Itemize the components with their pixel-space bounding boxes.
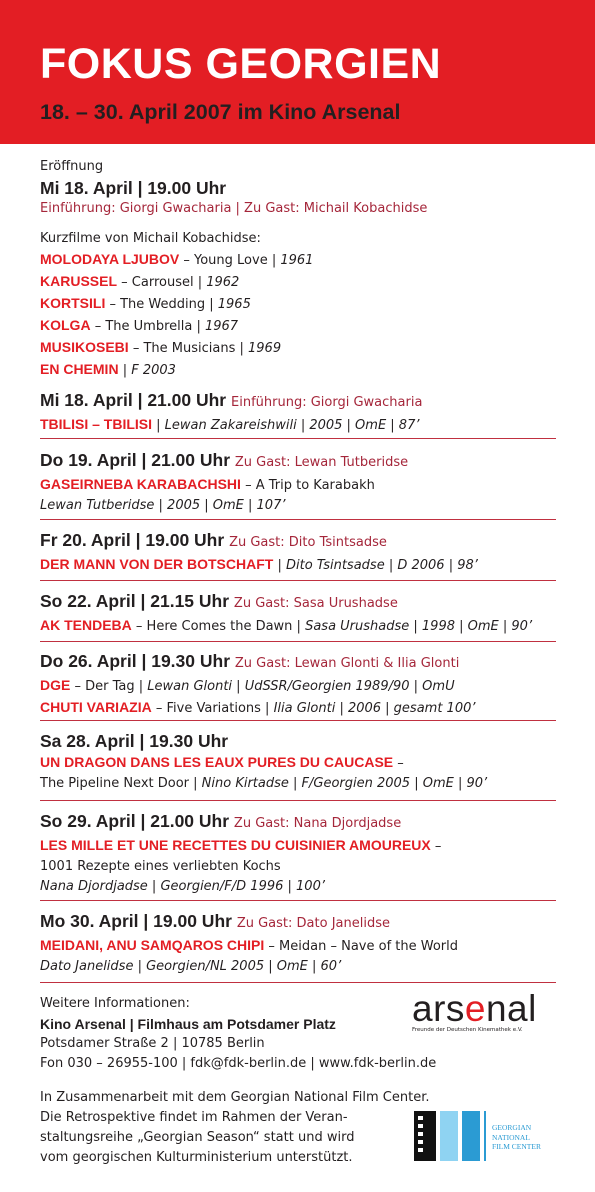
screening-guest: Zu Gast: Lewan Glonti & Ilia Glonti — [234, 656, 460, 671]
screening-datetime: Do 26. April | 19.30 Uhr — [40, 651, 231, 671]
film-info: – A Trip to Karabakh — [240, 478, 375, 493]
shorts-label: Kurzfilme von Michail Kobachidse: — [40, 231, 261, 246]
divider — [40, 641, 556, 642]
short-film-info: – Young Love | — [179, 253, 281, 268]
gnfc-line: GEORGIAN — [492, 1123, 532, 1132]
film-title: UN DRAGON DANS LES EAUX PURES DU CAUCASE — [40, 754, 394, 770]
film-title: DER MANN VON DER BOTSCHAFT — [40, 556, 274, 572]
film-title: CHUTI VARIAZIA — [40, 699, 152, 715]
film-title: GASEIRNEBA KARABACHSHI — [40, 476, 241, 492]
divider — [40, 800, 556, 801]
film-info: 1001 Rezepte eines verliebten Kochs — [40, 859, 281, 874]
short-film-title: KOLGA — [40, 317, 91, 333]
screening-block — [40, 529, 556, 576]
arsenal-logo — [412, 988, 558, 1034]
short-film-title: MOLODAYA LJUBOV — [40, 251, 180, 267]
short-film-item — [40, 249, 556, 271]
short-film-info: – The Wedding | — [105, 297, 218, 312]
footer-text — [40, 1088, 430, 1168]
film-credits: Nana Djordjadse | Georgien/F/D 1996 | 100’ — [40, 879, 325, 894]
short-film-title: MUSIKOSEBI — [40, 339, 129, 355]
footer-line: Die Retrospektive findet im Rahmen der Veran- — [40, 1110, 348, 1125]
film-credits: Dito Tsintsadse | D 2006 | 98’ — [286, 558, 478, 573]
short-film-item — [40, 293, 556, 315]
short-film-year: 1969 — [248, 341, 282, 356]
screening-block — [40, 590, 556, 637]
film-info: – — [393, 756, 404, 771]
venue-name: Kino Arsenal | Filmhaus am Potsdamer Platz — [40, 1016, 336, 1032]
film-title: TBILISI – TBILISI — [40, 416, 153, 432]
film-title: LES MILLE ET UNE RECETTES DU CUISINIER AMOUREUX — [40, 837, 431, 853]
film-info: The Pipeline Next Door | — [40, 776, 202, 791]
screening-datetime: Mi 18. April | 21.00 Uhr — [40, 390, 227, 410]
divider — [40, 519, 556, 520]
short-film-info: – The Umbrella | — [90, 319, 205, 334]
short-film-title: EN CHEMIN — [40, 361, 119, 377]
short-film-info: – The Musicians | — [128, 341, 248, 356]
opening-label: Eröffnung — [40, 159, 104, 174]
divider — [40, 580, 556, 581]
screening-guest: Zu Gast: Lewan Tutberidse — [234, 455, 409, 470]
screening-datetime: Sa 28. April | 19.30 Uhr — [40, 731, 229, 751]
screening-guest: Zu Gast: Dito Tsintsadse — [229, 535, 387, 550]
short-film-item — [40, 359, 556, 381]
gnfc-wordmark — [492, 1123, 541, 1152]
screening-block — [40, 389, 556, 436]
film-info: – Here Comes the Dawn | — [131, 619, 306, 634]
opening-datetime: Mi 18. April | 19.00 Uhr — [40, 178, 227, 198]
contact-line: Fon 030 – 26955-100 | fdk@fdk-berlin.de | www.fdk-berlin.de — [40, 1056, 437, 1071]
film-title: MEIDANI, ANU SAMQAROS CHIPI — [40, 937, 265, 953]
film-title: AK TENDEBA — [40, 617, 132, 633]
screening-datetime: So 22. April | 21.15 Uhr — [40, 591, 230, 611]
screening-block — [40, 730, 556, 794]
opening-block — [40, 157, 556, 381]
gnfc-logo — [412, 1108, 562, 1164]
short-film-year: 1962 — [206, 275, 240, 290]
film-info: – — [430, 839, 442, 854]
logo-text: ars — [412, 988, 465, 1029]
film-info: – Der Tag | — [70, 679, 148, 694]
film-title: DGE — [40, 677, 71, 693]
screening-guest: Zu Gast: Dato Janelidse — [236, 916, 390, 931]
logo-subtitle: Freunde der Deutschen Kinemathek e.V. — [412, 1027, 523, 1033]
screening-block — [40, 650, 556, 719]
film-credits: Nino Kirtadse | F/Georgien 2005 | OmE | 90’ — [201, 776, 488, 791]
film-info: – Five Variations | — [151, 701, 274, 716]
film-info: – Meidan – Nave of the World — [264, 939, 458, 954]
divider — [40, 438, 556, 439]
venue-address: Potsdamer Straße 2 | 10785 Berlin — [40, 1036, 265, 1051]
film-info: | — [273, 558, 286, 573]
short-film-info: | — [118, 363, 132, 378]
film-credits: Dato Janelidse | Georgien/NL 2005 | OmE | 60’ — [40, 959, 342, 974]
short-film-item — [40, 315, 556, 337]
screening-block — [40, 810, 556, 897]
opening-intro: Einführung: Giorgi Gwacharia | Zu Gast: Michail Kobachidse — [40, 201, 428, 216]
short-film-year: 1967 — [204, 319, 239, 334]
film-credits: Sasa Urushadse | 1998 | OmE | 90’ — [305, 619, 533, 634]
header-banner — [0, 0, 595, 144]
film-info: | — [152, 418, 165, 433]
page-subtitle: 18. – 30. April 2007 im Kino Arsenal — [40, 100, 401, 124]
short-film-title: KORTSILI — [40, 295, 106, 311]
film-credits: Ilia Glonti | 2006 | gesamt 100’ — [273, 701, 476, 716]
divider — [40, 982, 556, 983]
divider — [40, 720, 556, 721]
divider — [40, 900, 556, 901]
gnfc-line: FILM CENTER — [492, 1142, 541, 1151]
info-block — [40, 994, 436, 1074]
short-film-info: – Carrousel | — [117, 275, 207, 290]
short-film-year: F 2003 — [131, 363, 176, 378]
short-film-year: 1961 — [280, 253, 314, 268]
film-credits: Lewan Glonti | UdSSR/Georgien 1989/90 | OmU — [147, 679, 455, 694]
screening-guest: Zu Gast: Sasa Urushadse — [233, 596, 398, 611]
film-strip-icon — [412, 1108, 492, 1164]
short-film-year: 1965 — [217, 297, 251, 312]
film-credits: Lewan Zakareishwili | 2005 | OmE | 87’ — [164, 418, 420, 433]
gnfc-line: NATIONAL — [492, 1132, 530, 1142]
info-label: Weitere Informationen: — [40, 996, 190, 1011]
screening-datetime: Mo 30. April | 19.00 Uhr — [40, 911, 232, 931]
screening-guest: Zu Gast: Nana Djordjadse — [233, 816, 402, 831]
short-film-item — [40, 271, 556, 293]
footer-line: staltungsreihe „Georgian Season“ statt und wird — [40, 1130, 355, 1145]
logo-text: nal — [485, 988, 537, 1029]
screening-block — [40, 449, 556, 516]
page-title: FOKUS GEORGIEN — [40, 40, 442, 88]
footer-line: In Zusammenarbeit mit dem Georgian National Film Center. — [40, 1090, 430, 1105]
screening-guest: Einführung: Giorgi Gwacharia — [231, 395, 423, 410]
screening-datetime: Fr 20. April | 19.00 Uhr — [40, 530, 225, 550]
footer-line: vom georgischen Kulturministerium unterstützt. — [40, 1150, 353, 1165]
short-film-item — [40, 337, 556, 359]
screening-block — [40, 910, 556, 977]
screening-datetime: So 29. April | 21.00 Uhr — [40, 811, 230, 831]
logo-text-accent: e — [464, 988, 486, 1029]
film-credits: Lewan Tutberidse | 2005 | OmE | 107’ — [40, 498, 286, 513]
screening-datetime: Do 19. April | 21.00 Uhr — [40, 450, 231, 470]
short-film-title: KARUSSEL — [40, 273, 118, 289]
